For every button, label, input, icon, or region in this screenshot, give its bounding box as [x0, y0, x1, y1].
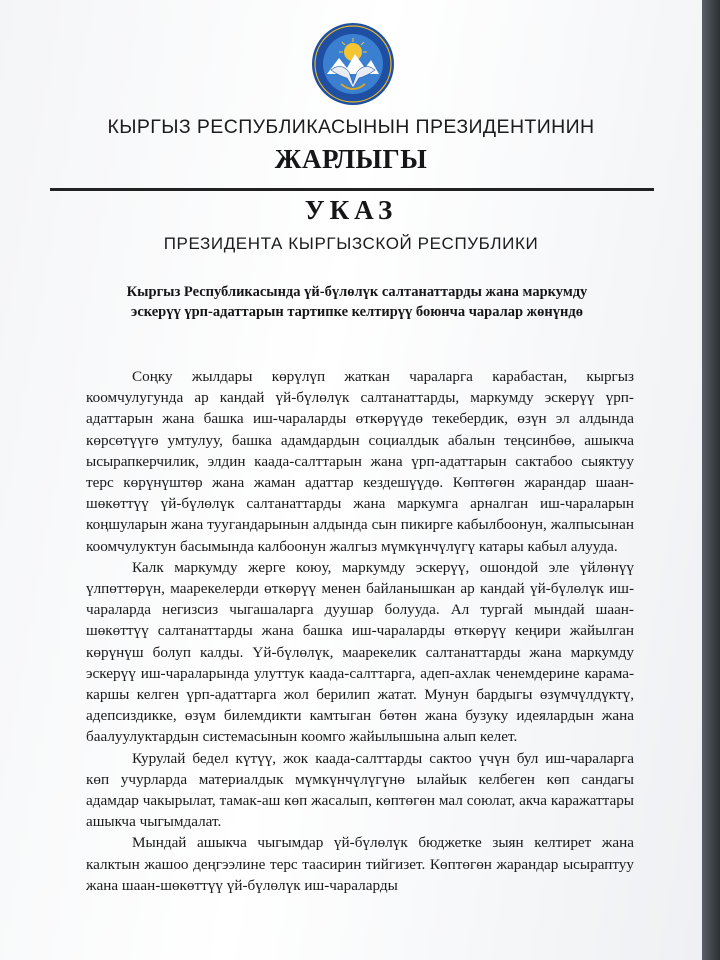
decree-body — [86, 366, 634, 896]
header-title-kyrgyz: ЖАРЛЫГЫ — [274, 144, 428, 174]
background-edge — [702, 0, 720, 960]
header-issuer-russian: ПРЕЗИДЕНТА КЫРГЫЗСКОЙ РЕСПУБЛИКИ — [163, 234, 539, 253]
decree-subject: Кыргыз Республикасында үй-бүлөлүк салтанаттарды жана маркумду эскерүү үрп-адаттарын тартипке келтирүү боюнча чаралар жөнүндө — [126, 284, 588, 320]
body-paragraph: Курулай бедел күтүү, жок каада-салттарды сактоо үчүн бул иш-чараларга көп учурларда материалдык мүмкүнчүлүгүнө ылайык келбеген көп сандагы адамдар чакырылат, тамак-аш көп жасалып, көптөгөн мал союлат, акча каражаттары ашыкча чыгымдалат. — [86, 749, 634, 831]
header-title-russian: УКАЗ — [304, 195, 398, 225]
body-paragraph: Калк маркумду жерге коюу, маркумду эскерүү, ошондой эле үйлөнүү үлпөттөрүн, маарекелерди өткөрүү менен байланышкан ар кандай үй-бүлөлүк иш-чараларда негизсиз чыгашаларга дуушар болууда. Ал тургай мындай шаан-шөкөттүү салтанаттарды жана башка иш-чараларды өткөрүү кеңири жайылган көрүнүш болуп калды. Үй-бүлөлүк, маарекелик салтанаттарды жана маркумду эскерүү иш-чараларында улуттук каада-салттарга, адеп-ахлак ченемдерине карама-каршы келген үрп-адаттарга жол берилип жатат. Мунун бардыгы өзүмчүлдүктү, адепсиздикке, өзүм билемдикти камтыган бөтөн жана бузуку идеялардын жана баалуулуктардын системасынын коомго жайылышына алып келет. — [86, 558, 634, 746]
header-divider — [50, 188, 654, 191]
body-paragraph: Соңку жылдары көрүлүп жаткан чараларга карабастан, кыргыз коомчулугунда ар кандай үй-бүлөлүк салтанаттарды, маркумду эскерүү үрп-адаттарын жана башка иш-чараларды өткөрүүдө текебердик, өзүн эл алдында көрсөтүүгө умтулуу, башка адамдардын социалдык абалын теңсинбөө, ашыкча ысырапкерчилик, элдин каада-салттарын жана үрп-адаттарын сактабоо сыяктуу терс көрүнүштөр жана жаман адаттар кездешүүдө. Көптөгөн жарандар шаан-шөкөттүү үй-бүлөлүк салтанаттарды жана маркумга арналган иш-чараларын коңшуларын жана туугандарынын алдында сын пикирге кабылбоонун, жалпысынан коомчулуктун басымында калбоонун жалгыз мүмкүнчүлүгү катары кабыл алууда. — [86, 368, 634, 555]
header-issuer-kyrgyz: КЫРГЫЗ РЕСПУБЛИКАСЫНЫН ПРЕЗИДЕНТИНИН — [107, 116, 595, 138]
body-paragraph: Мындай ашыкча чыгымдар үй-бүлөлүк бюджетке зыян келтирет жана калктын жашоо деңгээлине терс таасирин тийгизет. Көптөгөн жарандар ысыраптуу жана шаан-шөкөттүү үй-бүлөлүк иш-чараларды — [86, 834, 634, 894]
kyrgyz-state-emblem — [311, 22, 395, 106]
